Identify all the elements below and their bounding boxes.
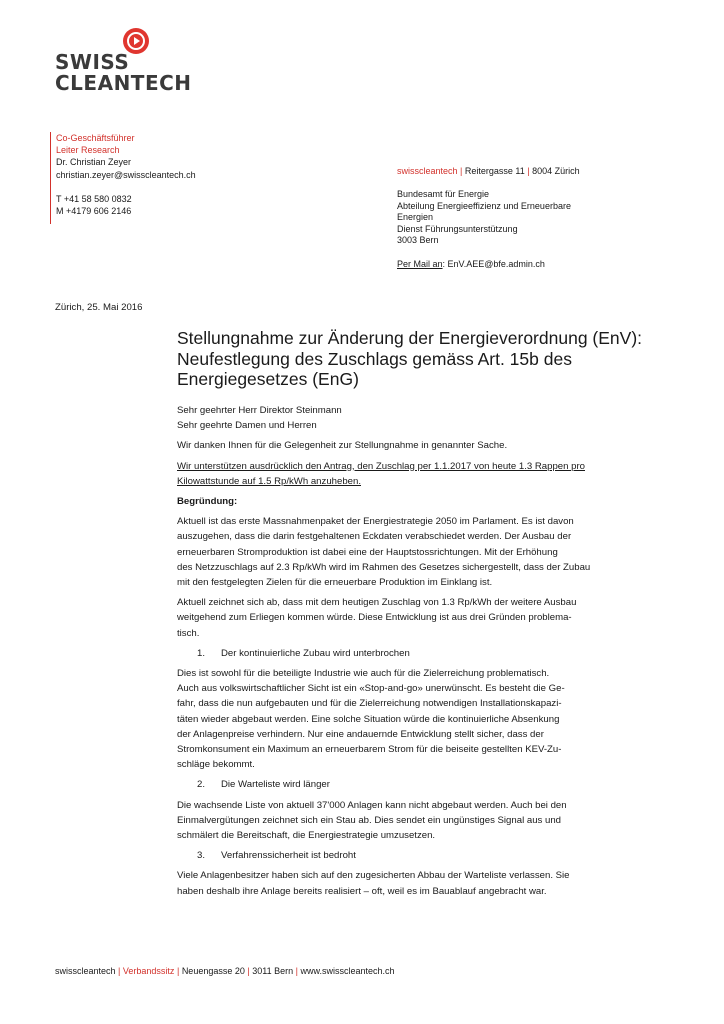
para-line: Auch aus volkswirtschaftlicher Sicht ist ein «Stop-and-go» unerwünscht. Es besteht die Ge- <box>177 683 565 695</box>
para-line: weitgehend zum Erliegen kommen würde. Diese Entwicklung ist aus drei Gründen problema- <box>177 612 572 624</box>
support-line2: Kilowattstunde auf 1.5 Rp/kWh anzuheben. <box>177 475 361 487</box>
letter-title <box>177 328 697 390</box>
para-line: mit den festgelegten Zielen für die erneuerbare Produktion im Einklang ist. <box>177 577 493 589</box>
letter-body <box>177 403 697 899</box>
point-number: 3. <box>197 850 206 862</box>
footer-sep1: | <box>118 966 121 976</box>
para-line: tisch. <box>177 627 200 639</box>
footer-sep2: | <box>176 966 180 976</box>
recipient-line: Bundesamt für Energie <box>397 189 490 199</box>
footer-city: 3011 Bern <box>252 966 294 976</box>
para-line: Dies ist sowohl für die beteiligte Industrie wie auch für die Zielerreichung problematisch. <box>177 668 550 680</box>
paragraph-2 <box>177 595 697 641</box>
return-sep1: | <box>460 166 463 176</box>
recipient-line: 3003 Bern <box>397 235 439 246</box>
return-city: 8004 Zürich <box>532 166 580 176</box>
paragraph-1 <box>177 514 697 590</box>
footer-seat: Verbandssitz <box>122 966 175 976</box>
sender-email[interactable]: christian.zeyer@swisscleantech.ch <box>56 169 196 180</box>
footer-org: swisscleantech <box>55 966 116 976</box>
para-line: auszugehen, dass die darin festgehaltenen Eckdaten verabschiedet werden. Der Ausbau der <box>177 531 572 543</box>
para-line: Aktuell zeichnet sich ab, dass mit dem heutigen Zuschlag von 1.3 Rp/kWh der weitere Ausbau <box>177 597 577 609</box>
point-number: 1. <box>197 647 206 659</box>
recipient-line: Dienst Führungsunterstützung <box>397 223 518 234</box>
para-line: täten wieder abgebaut werden. Eine solche Situation würde die kontinuierliche Absenkung <box>177 713 560 725</box>
paragraph-4 <box>177 798 697 844</box>
paragraph-3 <box>177 666 697 772</box>
para-line: schläge bekommt. <box>177 759 255 771</box>
para-line: der Anlagenpreise verhindern. Nur eine andauernde Entwicklung stellt sicher, dass der <box>177 728 544 740</box>
mail-address[interactable]: : EnV.AEE@bfe.admin.ch <box>442 258 545 269</box>
para-line: schmälert die Bereitschaft, die Energiestrategie umzusetzen. <box>177 830 436 842</box>
paragraph-5 <box>177 868 697 898</box>
para-line: fahr, dass die nun aufgebauten und für die Zielerreichung notwendigen Installationskapazi- <box>177 698 562 710</box>
begruendung-heading: Begründung: <box>177 496 238 508</box>
sender-name: Dr. Christian Zeyer <box>56 157 132 168</box>
logo-line1: SWISS <box>55 50 130 74</box>
return-sep2: | <box>527 166 530 176</box>
para-line: Einmalvergütungen zeichnet sich ein Stau ab. Dies sendet ein ungünstiges Signal aus und <box>177 814 562 826</box>
para-line: erneuerbaren Stromproduktion ist dabei eine der Hauptstossrichtungen. Mit der Erhöhung <box>177 546 558 558</box>
mail-label: Per Mail an <box>397 258 443 269</box>
footer-web[interactable]: www.swisscleantech.ch <box>300 966 395 976</box>
point-text: Verfahrenssicherheit ist bedroht <box>221 850 356 862</box>
point-text: Die Warteliste wird länger <box>221 779 330 791</box>
para-line: Die wachsende Liste von aktuell 37'000 Anlagen kann nicht abgebaut werden. Auch bei den <box>177 799 567 811</box>
intro-text: Wir danken Ihnen für die Gelegenheit zur Stellungnahme in genannter Sache. <box>177 440 508 452</box>
sender-role1: Co-Geschäftsführer <box>56 133 135 143</box>
sender-role2: Leiter Research <box>56 145 120 156</box>
letter-date: Zürich, 25. Mai 2016 <box>55 302 143 313</box>
recipient-mail <box>397 259 657 271</box>
sender-phone: T +41 58 580 0832 <box>56 193 132 204</box>
footer-sep3: | <box>247 966 250 976</box>
logo-line2: CLEANTECH <box>55 71 192 95</box>
support-line1: Wir unterstützen ausdrücklich den Antrag, den Zuschlag per 1.1.2017 von heute 1.3 Rappen pro <box>177 460 585 472</box>
point-number: 2. <box>197 779 206 791</box>
para-line: Stromkonsument ein Maximum an erneuerbarem Strom für die beiseite gestellten KEV-Zu- <box>177 744 562 756</box>
recipient-line: Energien <box>397 212 434 223</box>
salutation-line2: Sehr geehrte Damen und Herren <box>177 420 317 432</box>
footer <box>55 966 395 976</box>
point-2 <box>177 777 697 792</box>
return-address <box>397 166 580 178</box>
point-text: Der kontinuierliche Zubau wird unterbrochen <box>221 647 410 659</box>
logo-play-icon <box>123 28 149 54</box>
para-line: Viele Anlagenbesitzer haben sich auf den zugesicherten Abbau der Warteliste verlassen. Sie <box>177 870 570 882</box>
title-line2: Neufestlegung des Zuschlags gemäss Art. 15b des <box>177 348 572 369</box>
logo <box>55 28 192 98</box>
footer-sep4: | <box>295 966 298 976</box>
sender-block <box>50 132 246 224</box>
point-1 <box>177 646 697 661</box>
return-street: Reitergasse 11 <box>464 166 525 176</box>
para-line: Aktuell ist das erste Massnahmenpaket der Energiestrategie 2050 im Parlament. Es ist davon <box>177 516 574 528</box>
recipient-block <box>397 189 657 271</box>
para-line: des Netzzuschlags auf 2.3 Rp/kWh wird im Rahmen des Gesetzes sichergestellt, dass der Zubau <box>177 561 591 573</box>
point-3 <box>177 848 697 863</box>
para-line: haben deshalb ihre Anlage bereits realisiert – oft, weil es im Bauablauf angebracht war. <box>177 885 547 897</box>
recipient-line: Abteilung Energieeffizienz und Erneuerbare <box>397 200 571 211</box>
title-line3: Energiegesetzes (EnG) <box>177 369 359 389</box>
footer-street: Neuengasse 20 <box>181 966 245 976</box>
salutation-line1: Sehr geehrter Herr Direktor Steinmann <box>177 405 342 416</box>
sender-mobile: M +4179 606 2146 <box>56 206 132 217</box>
title-line1: Stellungnahme zur Änderung der Energieverordnung (EnV): <box>177 328 643 348</box>
return-org: swisscleantech <box>397 166 458 176</box>
